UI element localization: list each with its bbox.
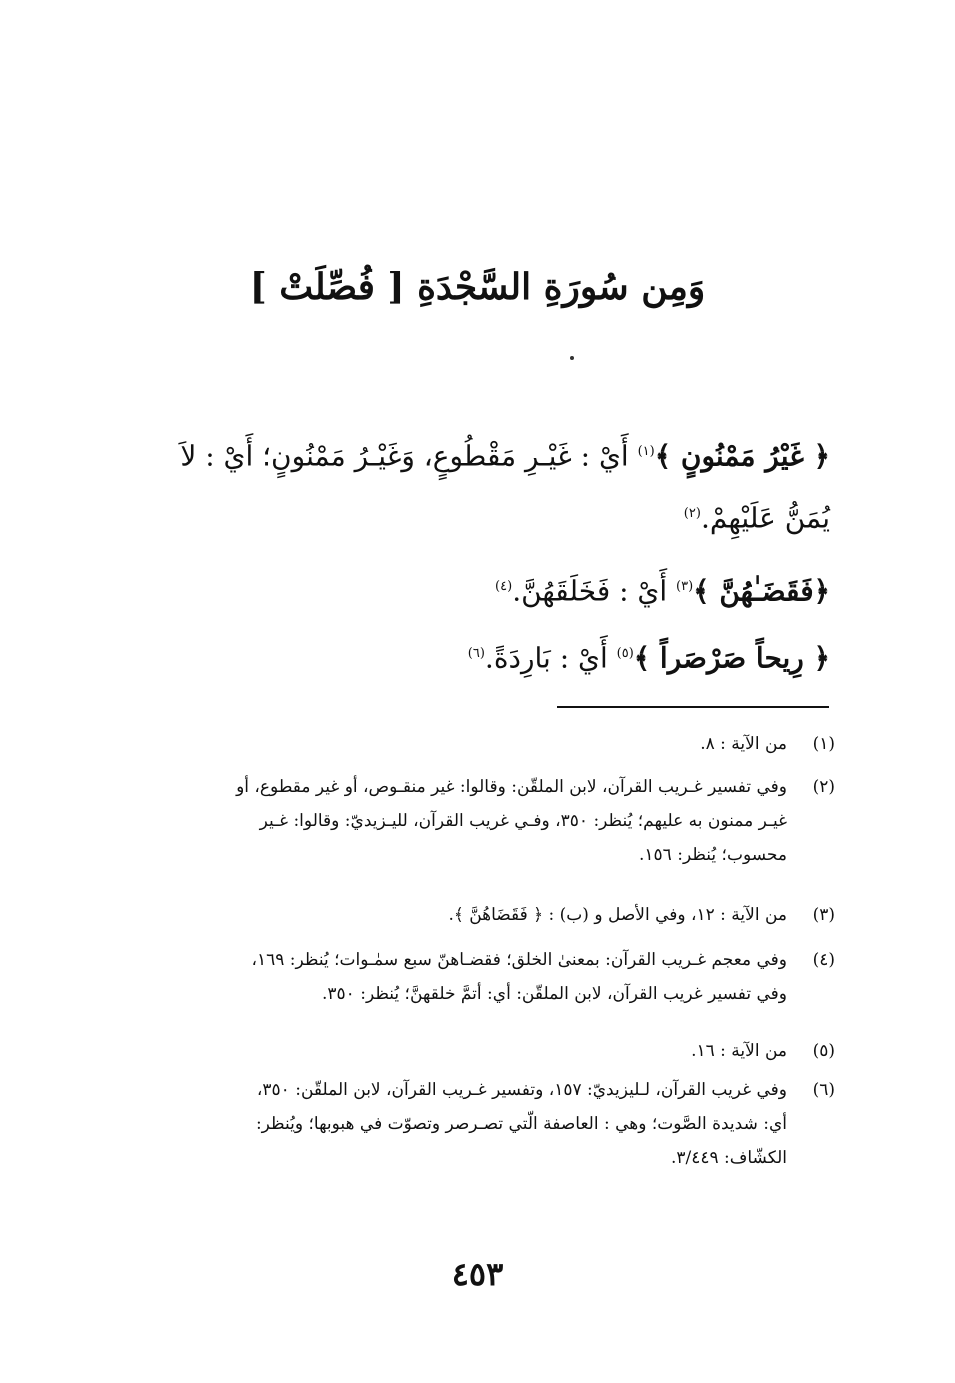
footnote-line: وفي تفسير غـريب القرآن، لابن الملقّن: وقالوا: غير منقـوص، أو غير مقطوع، أو bbox=[236, 777, 787, 797]
footnote-line: وفي معجم غـريب القرآن: بمعنىٰ الخلق؛ فقضـاهنّ سبع سمٰـوات؛ يُنظر: ١٦٩، bbox=[251, 950, 787, 970]
quran-quote: ﴿ غَيْرُ مَمْنُونٍ ﴾ bbox=[654, 439, 830, 473]
verse-text: أَيْ : غَيْـرِ مَقْطُوعٍ، وَغَيْـرُ مَمْنُونٍ؛ أَيْ : لاَ bbox=[180, 439, 638, 473]
footnote-line: غيـر ممنون به عليهم؛ يُنظر: ٣٥٠، وفـي غريب القرآن، لليـزيديّ: وقالوا: غـير bbox=[259, 811, 787, 831]
chapter-title: وَمِن سُورَةِ السَّجْدَةِ [ فُصِّلَتْ ] bbox=[249, 266, 706, 308]
verse-text: يُمَنُّ عَلَيْهِمْ. bbox=[700, 501, 830, 535]
quran-quote: ﴿ رِيحاً صَرْصَراً ﴾ bbox=[633, 641, 830, 675]
footnote-3 bbox=[115, 898, 835, 932]
footnote-ref: (٦) bbox=[467, 646, 485, 661]
footnote-number: (٦) bbox=[812, 1080, 835, 1100]
footnote-2 bbox=[115, 770, 835, 872]
footnote-separator bbox=[557, 706, 829, 708]
ornament-dot bbox=[570, 356, 574, 360]
page-number: ٤٥٣ bbox=[451, 1255, 504, 1293]
footnote-ref: (٢) bbox=[683, 506, 701, 521]
verse-line-4 bbox=[125, 632, 830, 680]
footnote-line: أي: شديدة الصَّوت؛ وهي : العاصفة الّتي تصـرصر وتصوّت في هبوبها؛ ويُنظر: bbox=[255, 1114, 787, 1134]
footnote-4 bbox=[115, 943, 835, 1011]
quran-quote: ﴿فَقَضَـٰهُنَّ ﴾ bbox=[693, 574, 830, 608]
footnote-number: (٥) bbox=[812, 1041, 835, 1061]
footnote-number: (٣) bbox=[812, 905, 835, 925]
footnote-5 bbox=[115, 1034, 835, 1068]
footnote-line: وفي تفسير غريب القرآن، لابن الملقّن: أي: أتمَّ خلقهنَّ؛ يُنظر: ٣٥٠. bbox=[322, 984, 787, 1004]
footnote-6 bbox=[115, 1073, 835, 1175]
footnote-line: وفي غريب القرآن، لـليزيديّ: ١٥٧، وتفسير غـريب القرآن، لابن الملقّن: ٣٥٠، bbox=[256, 1080, 787, 1100]
footnote-line: من الآية : ١٦. bbox=[691, 1041, 787, 1061]
footnote-ref: (٥) bbox=[616, 646, 634, 661]
footnote-number: (١) bbox=[812, 734, 835, 754]
verse-text: أَيْ : فَخَلَقَهُنَّ. bbox=[512, 574, 677, 608]
verse-text: أَيْ : بَارِدَةً. bbox=[484, 641, 617, 675]
footnote-1 bbox=[115, 727, 835, 761]
footnote-ref: (٣) bbox=[676, 579, 694, 594]
footnote-number: (٤) bbox=[812, 950, 835, 970]
footnote-ref: (٤) bbox=[495, 579, 513, 594]
verse-line-1 bbox=[125, 430, 830, 478]
verse-line-2 bbox=[125, 492, 830, 540]
footnote-ref: (١) bbox=[637, 444, 655, 459]
footnote-line: الكشّاف: ٣/٤٤٩. bbox=[670, 1148, 787, 1168]
footnote-number: (٢) bbox=[812, 777, 835, 797]
verse-line-3 bbox=[125, 565, 830, 613]
footnote-line: من الآية : ١٢، وفي الأصل و (ب) : ﴿ فَقَضَاهُنَّ ﴾. bbox=[448, 905, 787, 925]
footnote-line: من الآية : ٨. bbox=[700, 734, 787, 754]
footnote-line: محسوب؛ يُنظر: ١٥٦. bbox=[639, 845, 787, 865]
